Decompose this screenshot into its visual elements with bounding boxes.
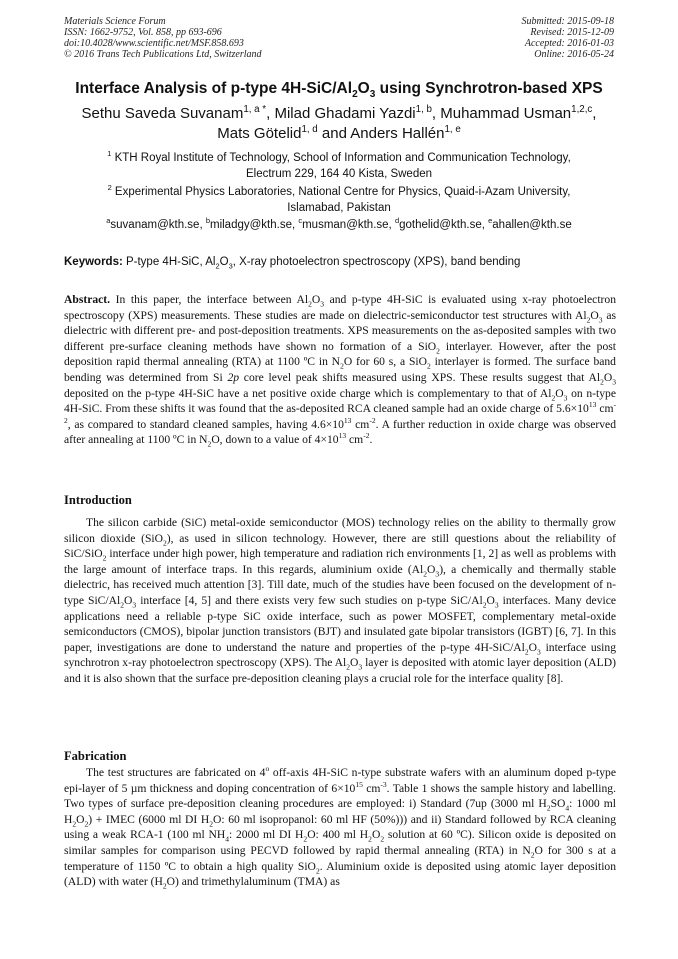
- online-date: Online: 2016-05-24: [534, 49, 614, 60]
- email-link[interactable]: suvanam@kth.se: [110, 219, 200, 231]
- revised-date: Revised: 2015-12-09: [530, 27, 614, 38]
- email-link[interactable]: ahallen@kth.se: [492, 219, 572, 231]
- journal-name: Materials Science Forum: [64, 16, 166, 27]
- abstract-label: Abstract.: [64, 293, 111, 306]
- keywords: Keywords: P-type 4H-SiC, $Al_2O_3$, X-ray photoelectron spectroscopy (XPS), band bending: [64, 256, 521, 271]
- issn-line: ISSN: 1662-9752, Vol. 858, pp 693-696: [64, 27, 222, 38]
- email-list: $^a$suvanam@kth.se, $^b$miladgy@kth.se, $^c$musman@kth.se, $^d$gothelid@kth.se, $^e$ahallen@kth.se: [106, 216, 572, 231]
- paper-title: Interface Analysis of p-type $4H-SiC/Al_2O_3$ using Synchrotron-based XPS: [75, 80, 603, 101]
- affiliation-2: $^2$ Experimental Physics Laboratories, National Centre for Physics, Quaid-i-Azam University, Islamabad, Pakistan: [107, 183, 571, 214]
- email-link[interactable]: musman@kth.se: [302, 219, 389, 231]
- author-name: Mats Götelid: [217, 125, 302, 142]
- dates-info: [522, 16, 615, 60]
- affiliation-1: $^1$ KTH Royal Institute of Technology, School of Information and Communication Technology, Electrum 229, 164 40 Kista, Sweden: [107, 149, 571, 180]
- fabrication-heading: Fabrication: [64, 749, 127, 763]
- abstract-paragraph: Abstract. In this paper, the interface between $Al_2O_3$ and p-type 4H-SiC is evaluated using x-ray photoelectron spectroscopy (XPS) measurements. These studies are made on dielectric-semiconductor test structures with $Al_2O_3$ as dielectric with different pre- and post-deposition treatments. XPS measurements on the as-deposited samples with two different pre-surface cleaning methods have shown no formation of a SiO$_2$ interlayer. However, after the post deposition rapid thermal annealing (RTA) at 1100 ºC in $N_2O$ for 60 s, a SiO$_2$ interlayer is formed. The surface band bending was determined from Si 2p core level peak shifts measured using XPS. These results suggest that $Al_2O_3$ deposited on the p-type 4H-SiC have a net positive oxide charge which is complementary to that of $Al_2O_3$ on n-type 4H-SiC. From these shifts it was found that the as-deposited RCA cleaned sample had an oxide charge of $5.6\times 10^{13}$ $cm^{-2}$, as compared to standard cleaned samples, having $4.6\times 10^{13}$ $cm^{-2}$. A further reduction in oxide charge was observed after annealing at 1100 ºC in $N_2O$, down to a value of $4\times 10^{13}$ $cm^{-2}$.: [64, 293, 617, 449]
- author-name: Muhammad Usman: [440, 105, 572, 122]
- fabrication-paragraph: The test structures are fabricated on 4$^o$ off-axis 4H-SiC n-type substrate wafers with an aluminum doped p-type epi-layer of 5 µm thickness and doping concentration of $6\times 10^{15}$ $cm^{-3}$. Table 1 shows the sample history and labelling. Two types of surface pre-deposition cleaning procedures are employed: i) Standard (7up (3000 ml $H_2SO_4$: 1000 ml $H_2O_2$) + IMEC (6000 ml DI $H_2O$: 60 ml isopropanol: 60 ml HF (50%))) and ii) Standard followed by RCA cleaning using a weak RCA-1 (100 ml $NH_4$: 2000 ml DI $H_2O$: 400 ml $H_2O_2$ solution at 60 ºC). Silicon oxide is deposited on similar samples for comparison using PECVD followed by rapid thermal annealing (RTA) in $N_2O$ for 300 s at a temperature of 1150 ºC to obtain a high quality SiO$_2$. Aluminium oxide is deposited using atomic layer deposition (ALD) with water $(H_2O)$ and trimethylaluminum (TMA) as: [64, 764, 617, 891]
- doi-line: doi:10.4028/www.scientific.net/MSF.858.693: [64, 38, 244, 49]
- keywords-label: Keywords:: [64, 256, 123, 268]
- copyright-line: © 2016 Trans Tech Publications Ltd, Switzerland: [64, 49, 262, 60]
- email-link[interactable]: miladgy@kth.se: [209, 219, 292, 231]
- introduction-paragraph: The silicon carbide (SiC) metal-oxide semiconductor (MOS) technology relies on the ability to thermally grow silicon dioxide (SiO$_2$), as used in silicon technology. However, there are still questions about the reliability of SiC/SiO$_2$ interface under high power, high temperature and radiation rich environments [1, 2] as well as problems with the large amount of interface traps. In this regards, aluminium oxide $(Al_2O_3)$, a chemically and thermally stable dielectric, has received much attention [3]. Till date, much of the studies have been focused on the development of n-type SiC/$Al_2O_3$ interface [4, 5] and there exists very few such studies on p-type SiC/$Al_2O_3$ interfaces. Many device applications need a reliable p-type SiC oxide interface, such as power MOSFET, complementary metal-oxide semiconductors (CMOS), bipolar junction transistors (BJT) and insulated gate bipolar transistors (IGBT) [6, 7]. In this paper, investigations are done to understand the nature and properties of the p-type $4H-SiC/Al_2O_3$ interface using synchrotron x-ray photoelectron spectroscopy (XPS). The $Al_2O_3$ layer is deposited with atomic layer deposition (ALD) and it is also shown that the surface pre-deposition cleaning plays a crucial role for the interface quality [8].: [64, 516, 617, 685]
- accepted-date: Accepted: 2016-01-03: [524, 38, 614, 49]
- author-name: Sethu Saveda Suvanam: [81, 105, 244, 122]
- introduction-heading: Introduction: [64, 493, 132, 507]
- author-name: Milad Ghadami Yazdi: [274, 105, 416, 122]
- email-link[interactable]: gothelid@kth.se: [399, 219, 482, 231]
- author-name: Anders Hallén: [350, 125, 445, 142]
- submitted-date: Submitted: 2015-09-18: [521, 16, 614, 27]
- author-list: Sethu Saveda Suvanam$^{1, a *}$, Milad Ghadami Yazdi$^{1, b}$, Muhammad Usman$^{1,2,c}$, Mats Götelid$^{1, d}$ and Anders Hallén$^{1, e}$: [81, 104, 597, 142]
- journal-info: [64, 16, 262, 60]
